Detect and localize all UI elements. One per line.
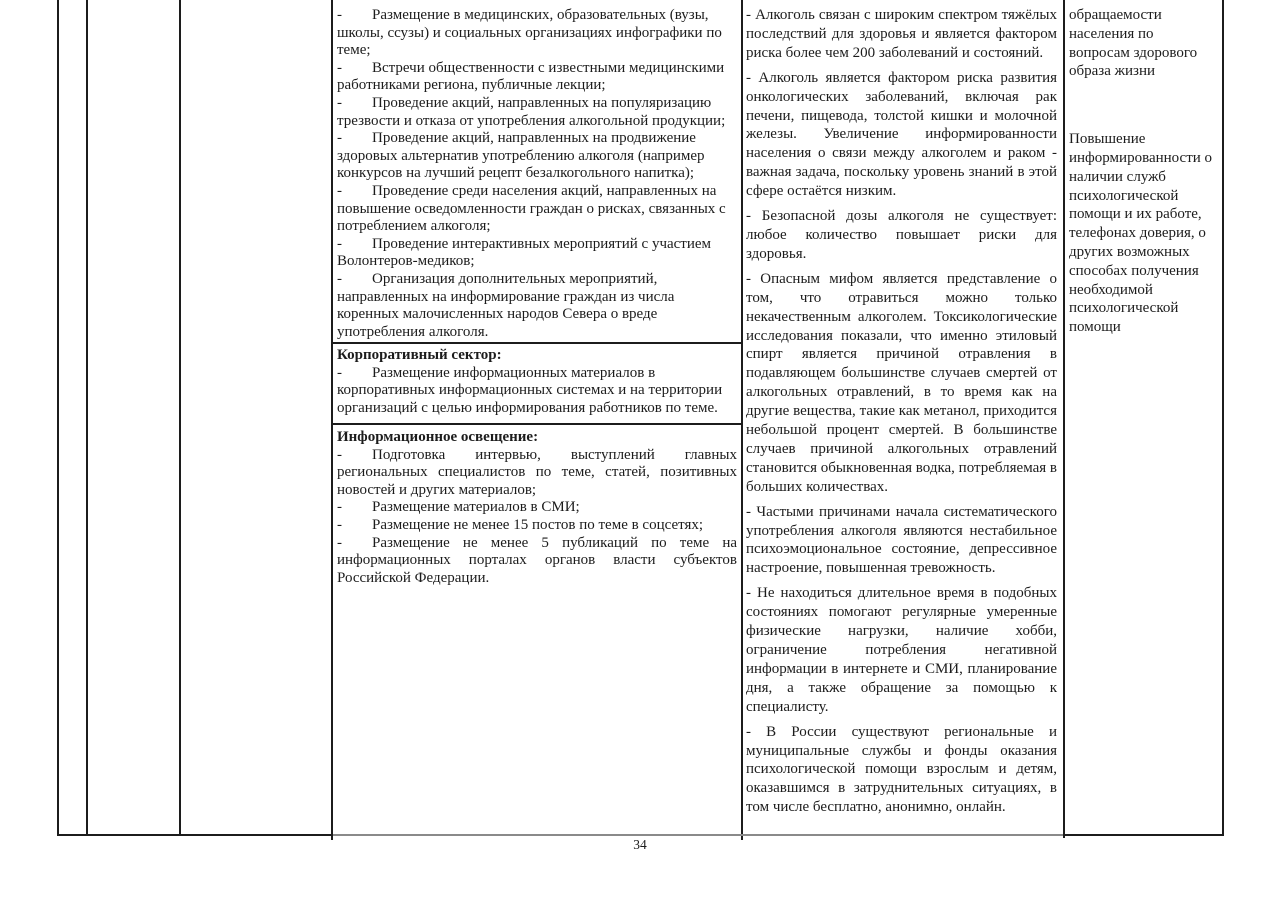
bullet-dash: - <box>337 446 342 463</box>
bullet-dash: - <box>337 7 342 23</box>
bullet-text: Проведение среди населения акций, направленных на повышение осведомленности граждан о рисках, связанных с потреблением алкоголя; <box>337 182 726 235</box>
bullet-item <box>337 271 737 341</box>
bullet-text: Проведение акций, направленных на продвижение здоровых альтернатив употреблению алкоголя (например конкурсов на лучший рецепт безалкогольного напитка); <box>337 130 705 182</box>
bullet-dash: - <box>337 534 342 551</box>
bullet-dash: - <box>337 270 342 287</box>
bullet-dash: - <box>337 59 342 76</box>
table-border-vertical <box>741 0 743 840</box>
bullet-item <box>337 447 737 500</box>
section-header-corporate: Корпоративный сектор: <box>337 347 502 363</box>
cell-expected-outcomes <box>1069 6 1215 337</box>
bullet-item <box>337 535 737 588</box>
table-continuation-line <box>333 834 1063 836</box>
table-bottom-border <box>57 834 333 836</box>
paragraph: Повышение информированности о наличии служб психологической помощи и их работе, телефонах доверия, о других возможных способах получения необходимой психологической помощи <box>1069 131 1213 336</box>
bullet-item <box>337 60 737 95</box>
bullet-item <box>337 95 737 130</box>
bullet-text: Встречи общественности с известными медицинскими работниками региона, публичные лекции; <box>337 59 725 94</box>
bullet-text: Организация дополнительных мероприятий, направленных на информирование граждан из числа коренных малочисленных народов Севера о вреде употребления алкоголя. <box>337 270 675 340</box>
table-border-vertical <box>1222 0 1224 836</box>
table-border-vertical <box>1063 0 1065 838</box>
bullet-text: Размещение материалов в СМИ; <box>372 499 580 516</box>
paragraph: обращаемости населения по вопросам здорового образа жизни <box>1069 7 1198 80</box>
bullet-dash: - <box>337 516 342 533</box>
table-bottom-border <box>1063 834 1224 836</box>
bullet-text: Подготовка интервью, выступлений главных региональных специалистов по теме, статей, позитивных новостей и других материалов; <box>337 446 737 498</box>
paragraph: - Опасным мифом является представление о том, что отравиться можно только некачественным алкоголем. Токсикологические исследования показали, что именно этиловый спирт является причиной отравления в подавляющем большинстве случаев смертей от алкогольных отравлений, в то время как на другие вещества, такие как метанол, приходится небольшой процент смертей. В большинстве случаев причиной алкогольных отравлений становится обыкновенная водка, потребляемая в больших количествах. <box>746 270 1057 495</box>
table-border-vertical <box>331 0 333 840</box>
paragraph: - Алкоголь связан с широким спектром тяжёлых последствий для здоровья и является фактором риска более чем 200 заболеваний и состояний. <box>746 7 1057 61</box>
bullet-dash: - <box>337 94 342 111</box>
page-number: 34 <box>633 837 647 852</box>
cell-key-facts <box>746 6 1057 823</box>
bullet-dash: - <box>337 235 342 252</box>
cell-activities-population <box>337 7 737 341</box>
table-border-vertical <box>86 0 88 836</box>
paragraph: - В России существуют региональные и муниципальные службы и фонды оказания психологической помощи взрослым и детям, оказавшимся в затруднительных ситуациях, в том числе бесплатно, анонимно, онлайн. <box>746 723 1057 816</box>
bullet-dash: - <box>337 499 342 516</box>
bullet-item <box>337 130 737 183</box>
bullet-text: Размещение не менее 15 постов по теме в соцсетях; <box>372 516 704 533</box>
table-border-vertical <box>179 0 181 836</box>
bullet-text: Размещение в медицинских, образовательных (вузы, школы, ссузы) и социальных организациях инфографики по теме; <box>337 7 722 59</box>
table-row-border <box>331 423 742 425</box>
bullet-dash: - <box>337 364 342 381</box>
table-row-border <box>331 342 742 344</box>
bullet-item <box>337 517 737 535</box>
paragraph: - Безопасной дозы алкоголя не существует: любое количество повышает риски для здоровья. <box>746 208 1057 262</box>
bullet-text: Размещение не менее 5 публикаций по теме на информационных порталах органов власти субъектов Российской Федерации. <box>337 534 737 586</box>
bullet-text: Проведение интерактивных мероприятий с участием Волонтеров-медиков; <box>337 235 712 270</box>
cell-activities-corporate <box>337 347 737 417</box>
bullet-item <box>337 7 737 60</box>
bullet-dash: - <box>337 130 342 147</box>
bullet-item <box>337 236 737 271</box>
bullet-item <box>337 499 737 517</box>
paragraph: - Не находиться длительное время в подобных состояниях помогают регулярные умеренные физические нагрузки, наличие хобби, ограничение потребления негативной информации в интернете и СМИ, планирование дня, а также обращение за помощью к специалисту. <box>746 585 1057 715</box>
bullet-item <box>337 183 737 236</box>
bullet-text: Проведение акций, направленных на популяризацию трезвости и отказа от употребления алкогольной продукции; <box>337 94 726 129</box>
section-header-media: Информационное освещение: <box>337 429 539 445</box>
table-border-vertical <box>57 0 59 836</box>
paragraph: - Алкоголь является фактором риска развития онкологических заболеваний, включая рак печени, пищевода, толстой кишки и молочной железы. Увеличение информированности населения о связи между алкоголем и раком - важная задача, поскольку уровень знаний в этой сфере остаётся низким. <box>746 69 1057 200</box>
cell-activities-media <box>337 429 737 587</box>
bullet-text: Размещение информационных материалов в корпоративных информационных системах и на территории организаций с целью информирования работников по теме. <box>337 364 723 416</box>
bullet-dash: - <box>337 182 342 199</box>
paragraph: - Частыми причинами начала систематического употребления алкоголя являются нестабильное психоэмоциональное состояние, депрессивное настроение, повышенная тревожность. <box>746 503 1057 577</box>
bullet-item <box>337 365 737 418</box>
